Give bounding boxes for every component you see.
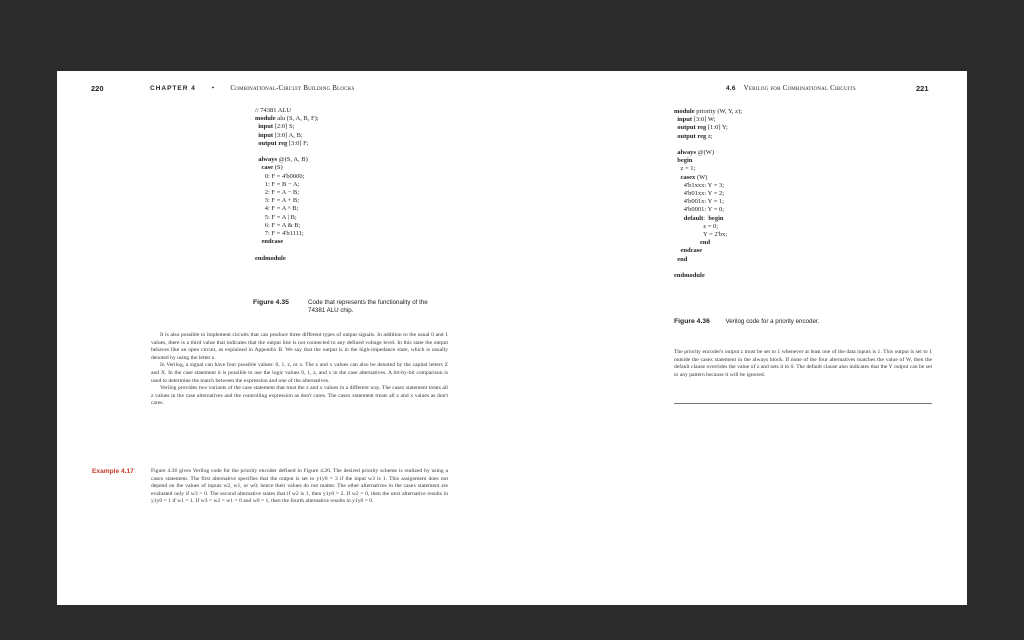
code-line: z = 1; xyxy=(680,165,696,173)
code-line: 4'b1xxx: Y = 3; xyxy=(674,181,725,189)
code-line: always @(S, A, B) xyxy=(258,156,308,164)
running-head-chapter: CHAPTER 4 xyxy=(150,85,196,92)
code-line: endcase xyxy=(680,247,703,255)
example-paragraph: Figure 4.36 gives Verilog code for the priority encoder defined in Figure 4.20. The desired priority scheme is realized by using a casex statement. The first alternative specifies that the output is set to y1y0 = 3 if the input w3 is 1. This assignment does not depend on the values of inputs w2, w1, or w0; hence their values do not matter. The other alternatives in the casex statement are evaluated only if w3 = 0. The second alternative states that if w2 is 1, then y1y0 = 2. If w2 = 0, then the next alternative results in y1y0 = 1 if w1 = 1. If w3 = w2 = w1 = 0 and w0 = 1, then the fourth alternative results in y1y0 = 0. xyxy=(151,468,448,505)
running-head-left xyxy=(150,84,355,92)
example-text xyxy=(151,468,448,506)
code-line: end xyxy=(677,255,688,263)
right-page xyxy=(512,71,967,605)
code-line: 4'b0001: Y = 0; xyxy=(674,206,725,214)
code-line: output reg z; xyxy=(677,132,713,140)
left-page xyxy=(57,71,512,605)
running-head-section: 4.6 xyxy=(726,85,736,92)
code-listing-alu xyxy=(255,107,319,263)
paragraph: Verilog provides two variants of the case statement that treat the z and x values in a different way. The casez statement treats all z values in the case alternatives and the controlling expression as don't cares. The casex statement treats all z and x values as don't cares. xyxy=(151,385,448,407)
code-line: Y = 2'bx; xyxy=(674,231,728,239)
code-line: 6: F = A & B; xyxy=(255,221,301,229)
code-line: 3: F = A + B; xyxy=(255,197,299,205)
code-line: z = 0; xyxy=(703,222,719,230)
code-line xyxy=(255,246,319,254)
code-line: input [3:0] W; xyxy=(677,116,716,124)
page-number-left: 220 xyxy=(91,84,104,93)
code-line: endmodule xyxy=(255,254,286,262)
section-rule xyxy=(674,403,932,404)
code-line: 4'b01xx: Y = 2; xyxy=(674,190,725,198)
figure-caption-4-36 xyxy=(674,318,924,326)
code-line: input [3:0] A, B; xyxy=(258,131,303,139)
page-number-right: 221 xyxy=(916,84,929,93)
paragraph: In Verilog, a signal can have four possible values: 0, 1, z, or x. The z and x values can also be denoted by the capital letters Z and X. In the case statement it is possible to use the logic values 0, 1, z, and x in the case alternatives. A bit-by-bit comparison is used to determine the match between the expression and one of the alternatives. xyxy=(151,362,448,384)
code-line: output reg [3:0] F; xyxy=(258,139,309,147)
code-line: output reg [1:0] Y; xyxy=(677,124,728,132)
book-spread xyxy=(57,71,967,605)
code-line: end xyxy=(700,239,711,247)
code-line xyxy=(674,141,742,149)
paragraph: The priority encoder's output z must be set to 1 whenever at least one of the data inputs is 1. This output is set to 1 outside the casex statement in the always block. If none of the four alternatives matches the value of W, then the default clause overrides the value of z and sets it to 0. The default clause also indicates that the Y output can be set to any pattern because it will be ignored. xyxy=(674,349,932,378)
code-line: 7: F = 4'b1111; xyxy=(255,230,304,238)
code-line: 5: F = A | B; xyxy=(255,213,297,221)
code-line: begin xyxy=(677,157,693,165)
running-head-title: Verilog for Combinational Circuits xyxy=(743,84,856,92)
caption-text: Verilog code for a priority encoder. xyxy=(725,318,820,325)
code-line: module priority (W, Y, z); xyxy=(674,108,743,115)
running-head-right xyxy=(726,84,856,92)
code-line: 1: F = B − A; xyxy=(255,180,300,188)
code-line: endmodule xyxy=(674,272,705,280)
code-line xyxy=(255,148,319,156)
code-line: always @(W) xyxy=(677,149,715,157)
code-line: default: begin xyxy=(683,214,724,222)
example-label: Example 4.17 xyxy=(92,468,134,475)
code-line: 0: F = 4'b0000; xyxy=(255,172,305,180)
body-text-right xyxy=(674,349,932,379)
figure-label: Figure 4.35 xyxy=(253,299,289,306)
body-text-left xyxy=(151,332,448,408)
code-line: endcase xyxy=(261,238,284,246)
code-line xyxy=(674,264,742,272)
running-head-title: Combinational-Circuit Building Blocks xyxy=(230,84,355,92)
paragraph: It is also possible to implement circuits that can produce three different types of output signals. In addition to the usual 0 and 1 values, there is a third value that indicates that the output line is not connected to any defined voltage level. In this state the output behaves like an open circuit, as explained in Appendix B. We say that the output is in the high-impedance state, which is usually denoted by using the letter z. xyxy=(151,332,448,361)
code-line: // 74381 ALU xyxy=(255,107,292,114)
figure-caption-4-35 xyxy=(253,299,453,314)
code-line: module alu (S, A, B, F); xyxy=(255,115,319,123)
figure-label: Figure 4.36 xyxy=(674,318,710,325)
code-line: case (S) xyxy=(261,164,283,172)
code-line: 4: F = A ^ B; xyxy=(255,205,299,213)
code-line: 2: F = A − B; xyxy=(255,189,299,197)
code-line: casex (W) xyxy=(680,173,708,181)
caption-text: Code that represents the functionality of the 74381 ALU chip. xyxy=(308,299,428,314)
running-head-bullet: • xyxy=(211,84,215,92)
code-line: input [2:0] S; xyxy=(258,123,295,131)
code-line: 4'b001x: Y = 1; xyxy=(674,198,725,206)
code-listing-priority xyxy=(674,108,742,280)
